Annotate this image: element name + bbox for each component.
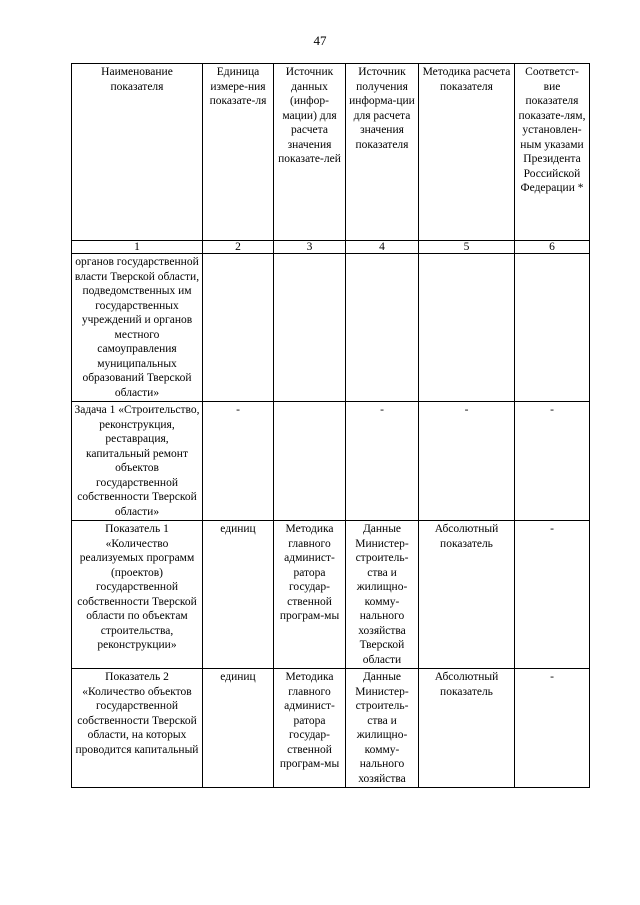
column-number-row — [72, 241, 590, 254]
table-cell: - — [515, 402, 590, 521]
header-cell: Источник данных (инфор-мации) для расчета значения показате-лей — [274, 64, 346, 241]
table-cell: Показатель 2 «Количество объектов государственной собственности Тверской области, на которых проводится капитальный — [72, 669, 203, 788]
header-cell: Наименование показателя — [72, 64, 203, 241]
table-cell — [515, 254, 590, 402]
table-row — [72, 402, 590, 521]
table-cell: - — [515, 521, 590, 669]
table-cell — [203, 254, 274, 402]
header-cell: Источник получения информа-ции для расчета значения показателя — [346, 64, 419, 241]
table-cell — [419, 254, 515, 402]
table-cell: единиц — [203, 521, 274, 669]
column-number: 5 — [419, 241, 515, 254]
table-row — [72, 521, 590, 669]
header-row — [72, 64, 590, 241]
table-cell: Методика главного админист-ратора государ-ственной програм-мы — [274, 521, 346, 669]
table-cell — [346, 254, 419, 402]
table-cell: Данные Министер-строитель-ства и жилищно-комму-нального хозяйства Тверской области — [346, 521, 419, 669]
table-cell: Данные Министер-строитель-ства и жилищно-комму-нального хозяйства — [346, 669, 419, 788]
table-cell: Задача 1 «Строительство, реконструкция, реставрация, капитальный ремонт объектов государственной собственности Тверской области» — [72, 402, 203, 521]
column-number: 2 — [203, 241, 274, 254]
table-row — [72, 254, 590, 402]
header-cell: Методика расчета показателя — [419, 64, 515, 241]
table-cell — [274, 402, 346, 521]
indicators-table — [71, 63, 590, 788]
table-cell: единиц — [203, 669, 274, 788]
column-number: 3 — [274, 241, 346, 254]
page-number: 47 — [313, 33, 327, 48]
column-number: 1 — [72, 241, 203, 254]
table-cell — [274, 254, 346, 402]
table-cell: - — [419, 402, 515, 521]
table-cell: Методика главного админист-ратора государ-ственной програм-мы — [274, 669, 346, 788]
column-number: 6 — [515, 241, 590, 254]
table-cell: - — [203, 402, 274, 521]
table-cell: - — [346, 402, 419, 521]
table-cell: Абсолютный показатель — [419, 521, 515, 669]
header-cell: Единица измере-ния показате-ля — [203, 64, 274, 241]
table-cell: Показатель 1 «Количество реализуемых программ (проектов) государственной собственности Тверской области по объектам строительства, реконструкции» — [72, 521, 203, 669]
table-cell: органов государственной власти Тверской области, подведомственных им государственных учреждений и органов местного самоуправления муниципальных образований Тверской области» — [72, 254, 203, 402]
table-cell: Абсолютный показатель — [419, 669, 515, 788]
table-cell: - — [515, 669, 590, 788]
column-number: 4 — [346, 241, 419, 254]
header-cell: Соответст-вие показателя показате-лям, установлен-ным указами Президента Российской Федерации * — [515, 64, 590, 241]
table-row — [72, 669, 590, 788]
